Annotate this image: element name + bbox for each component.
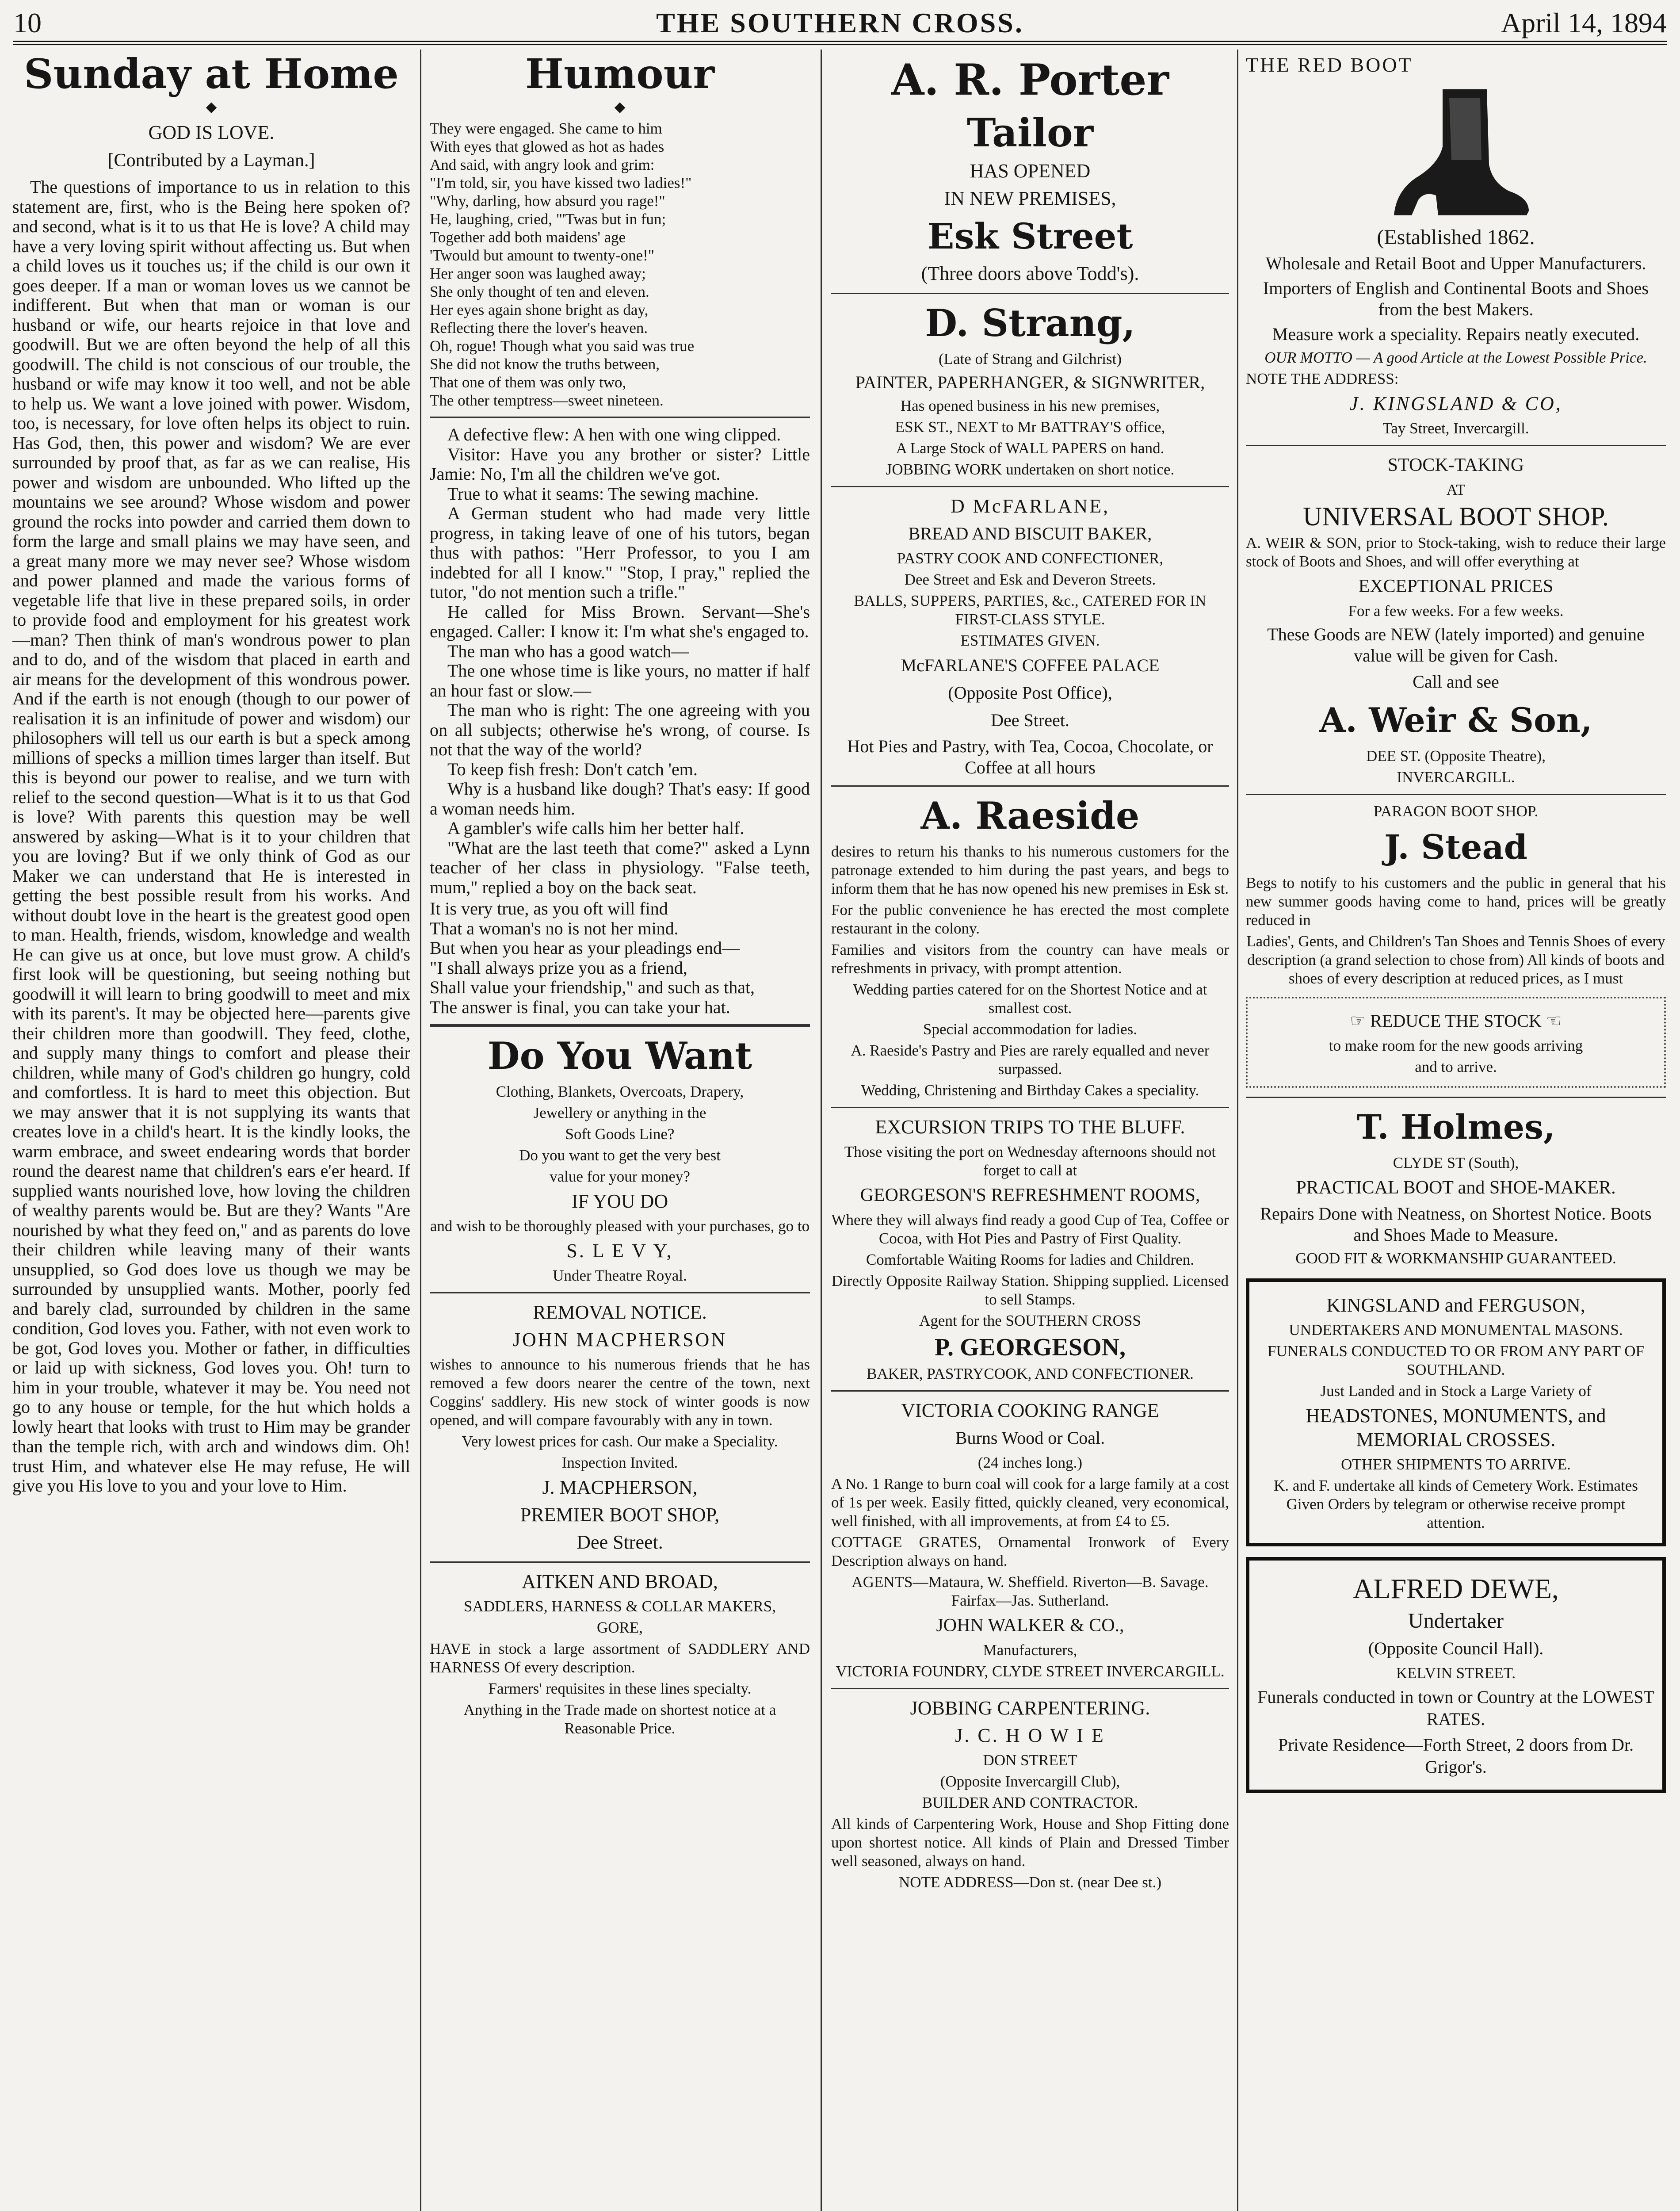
ad-line: HAS OPENED xyxy=(970,160,1091,182)
ad-line: McFARLANE'S COFFEE PALACE xyxy=(901,655,1160,675)
joke: A defective flew: A hen with one wing clipped. xyxy=(447,425,781,444)
section-heading: Sunday at Home xyxy=(24,50,399,98)
ad-title: THE RED BOOT xyxy=(1246,54,1413,76)
ad-line: PRACTICAL BOOT and SHOE-MAKER. xyxy=(1296,1178,1616,1198)
joke: Visitor: Have you any brother or sister? Little Jamie: No, I'm all the children we've got. xyxy=(430,444,810,484)
ad-line: BREAD AND BISCUIT BAKER, xyxy=(908,524,1152,543)
article-title: GOD IS LOVE. xyxy=(148,122,275,143)
ad-line: PARAGON BOOT SHOP. xyxy=(1373,803,1539,820)
ad-line: (Opposite Invercargill Club), xyxy=(940,1773,1120,1790)
divider xyxy=(1246,1097,1666,1098)
ad-line: PASTRY COOK AND CONFECTIONER, xyxy=(897,550,1164,567)
poem-line: That one of them was only two, xyxy=(430,374,626,391)
joke: The man who has a good watch— xyxy=(447,641,689,661)
ad-line: Private Residence—Forth Street, 2 doors from Dr. Grigor's. xyxy=(1278,1735,1634,1777)
ad-text: Families and visitors from the country can have meals or refreshments in privacy, with prompt attention. xyxy=(831,941,1229,977)
ad-text: HAVE in stock a large assortment of SADDLERY AND HARNESS Of every description. xyxy=(430,1640,810,1676)
ad-line: ☞ REDUCE THE STOCK ☜ xyxy=(1350,1011,1562,1031)
ad-line: A. Raeside's Pastry and Pies are rarely equalled and never surpassed. xyxy=(851,1042,1210,1078)
ad-georgeson xyxy=(831,1115,1229,1383)
divider xyxy=(831,1688,1229,1689)
joke: To keep fish fresh: Don't catch 'em. xyxy=(447,759,698,779)
poem-line: "Why, darling, how absurd you rage!" xyxy=(430,192,665,210)
ad-line: JOHN WALKER & CO., xyxy=(936,1615,1124,1636)
column-rule xyxy=(821,50,822,2211)
ad-text: wishes to announce to his numerous friends that he has removed a few doors nearer the centre of the town, next Coggins' saddlery. His new stock of winter goods is now opened, and will compare favourably with any in town. xyxy=(430,1356,810,1429)
ad-line: Inspection Invited. xyxy=(561,1454,678,1471)
ad-raeside xyxy=(831,794,1229,1100)
ad-strang-name: D. Strang, xyxy=(925,301,1135,345)
ad-line: ESK ST., NEXT to Mr BATTRAY'S office, xyxy=(895,418,1165,436)
ad-weir-name: A. Weir & Son, xyxy=(1319,700,1592,740)
ad-line: PAINTER, PAPERHANGER, & SIGNWRITER, xyxy=(855,372,1205,392)
ad-line: UNDERTAKERS AND MONUMENTAL MASONS. xyxy=(1289,1321,1623,1339)
ad-line: FUNERALS CONDUCTED TO OR FROM ANY PART OF SOUTHLAND. xyxy=(1267,1343,1644,1378)
ad-text: A. WEIR & SON, prior to Stock-taking, wish to reduce their large stock of Boots and Shoes, and will offer everything at xyxy=(1246,534,1666,570)
ad-red-boot xyxy=(1246,53,1666,438)
ad-title: EXCURSION TRIPS TO THE BLUFF. xyxy=(875,1116,1185,1138)
ad-line: J. KINGSLAND & CO, xyxy=(1349,393,1562,414)
ad-line: Clothing, Blankets, Overcoats, Drapery, xyxy=(496,1083,744,1100)
ad-line: to make room for the new goods arriving xyxy=(1329,1037,1583,1054)
ad-line: and wish to be thoroughly pleased with your purchases, go to xyxy=(430,1217,810,1235)
masthead xyxy=(13,5,1667,45)
divider xyxy=(831,293,1229,294)
ad-line: (Late of Strang and Gilchrist) xyxy=(938,350,1122,367)
ad-line: Under Theatre Royal. xyxy=(553,1267,687,1284)
ad-line: Where they will always find ready a good Cup of Tea, Coffee or Cocoa, with Hot Pies and Pastry of First Quality. xyxy=(831,1211,1229,1247)
ad-alfred-dewe xyxy=(1246,1557,1666,1793)
ad-georgeson-name: P. GEORGESON, xyxy=(934,1334,1126,1361)
ad-line: Agent for the SOUTHERN CROSS xyxy=(919,1312,1141,1329)
poem-line: And said, with angry look and grim: xyxy=(430,156,655,173)
ad-line: AGENTS—Mataura, W. Sheffield. Riverton—B. Savage. Fairfax—Jas. Sutherland. xyxy=(851,1573,1209,1609)
ad-line: Wholesale and Retail Boot and Upper Manufacturers. xyxy=(1265,253,1646,273)
ad-line: value for your money? xyxy=(550,1168,690,1185)
joke: True to what it seams: The sewing machine. xyxy=(447,483,759,504)
ad-line: Jewellery or anything in the xyxy=(533,1104,706,1121)
ad-porter-street: Esk Street xyxy=(927,215,1133,257)
ad-text: All kinds of Carpentering Work, House and Shop Fitting done upon shortest notice. All kinds of Plain and Dressed Timber well seasoned, always on hand. xyxy=(831,1815,1229,1870)
divider xyxy=(1246,445,1666,446)
poem-line: He, laughing, cried, "'Twas but in fun; xyxy=(430,210,666,228)
poem-line: Oh, rogue! Though what you said was true xyxy=(430,337,695,355)
poem-line: "I shall always prize you as a friend, xyxy=(430,957,687,978)
poem-line: 'Twould but amount to twenty-one!" xyxy=(430,247,655,264)
ad-line: Comfortable Waiting Rooms for ladies and Children. xyxy=(866,1251,1195,1268)
divider xyxy=(430,1292,810,1293)
ad-line: Very lowest prices for cash. Our make a Speciality. xyxy=(462,1433,778,1450)
ad-title: VICTORIA COOKING RANGE xyxy=(901,1400,1159,1421)
ad-line: For a few weeks. For a few weeks. xyxy=(1348,602,1564,620)
ad-aitken-broad xyxy=(430,1570,810,1738)
humour-poem xyxy=(430,119,810,409)
ad-line: OTHER SHIPMENTS TO ARRIVE. xyxy=(1341,1456,1571,1473)
ad-line: Repairs Done with Neatness, on Shortest Notice. Boots and Shoes Made to Measure. xyxy=(1260,1204,1652,1245)
ad-line: OUR MOTTO — A good Article at the Lowest Possible Price. xyxy=(1264,349,1647,366)
ad-line: Importers of English and Continental Boots and Shoes from the best Makers. xyxy=(1263,278,1649,319)
divider xyxy=(831,1107,1229,1108)
ad-line: Anything in the Trade made on shortest notice at a Reasonable Price. xyxy=(463,1701,776,1737)
ad-line: (Three doors above Todd's). xyxy=(921,263,1139,284)
ad-title: UNIVERSAL BOOT SHOP. xyxy=(1303,502,1609,531)
ad-porter-trade: Tailor xyxy=(967,110,1093,156)
ad-line: Manufacturers, xyxy=(983,1641,1077,1659)
poem-line: The answer is final, you can take your hat. xyxy=(430,997,730,1017)
column-sunday-at-home xyxy=(12,50,410,2211)
closing-verse xyxy=(430,899,810,1017)
ad-line: INVERCARGILL. xyxy=(1397,769,1515,786)
article-body: The questions of importance to us in relation to this statement are, first, who is the Being here spoken of? and second, what is it to us that He is love? A child may have a very loving spirit without affecting us. But when a child loves us it touches us; if the child is our own it goes deeper. If a man or woman loves us we cannot be indifferent. But when that man or woman is our husband or wife, our hearts rejoice in that love and goodwill. But we are often beyond the help of all this goodwill. The child is not conscious of our trouble, the husband or wife may know it too well, and not be able to help us. We want a love joined with power. Wisdom, too, is necessary, for love often helps its object to ruin. Has God, then, this power and wisdom? We are ever surrounded by proof that, as far as we can realise, His power and wisdom are unbounded. Who lifted up the mountains we see around? Whose wisdom and power ground the rocks into powder and carried them down to form the large and small plains we may have seen, and a great many more we may never see? Whose wisdom and power planned and made the various forms of vegetable life that live in these prepared soils, in order to provide food and employment for his greatest work—man? Then think of man's wondrous power to plan and to do, and of the wisdom that placed in earth and air means for the development of this wondrous power. And if the earth is not enough (though to our power of realisation it is an infinitude of power and wisdom) our philosophers will tell us our earth is but a speck among millions of specks a million times larger than itself. But this is beyond our power to realise, and we turn with relief to the second question—What is it to us that God is love? With parents this question may be well answered by asking—What is it to your children that you are loving? But if we only think of God as our Maker we can understand that He is interested in getting the best possible result from his works. And without doubt love in the heart is the greatest good open to man. Health, friends, wisdom, knowledge and wealth He can give us at once, but love must grow. A child's first look will be questioning, but seeing nothing but goodwill it will learn to bring goodwill to meet and mix with its parent's. It may be objected here—parents give their children more than goodwill. They feed, clothe, and supply many things to comfort and please their children, while many of God's children go hungry, cold and comfortless. It is hard to meet this objection. But we may answer that it is not supplying its wants that creates love in a child's heart. It is the kindly looks, the warm embrace, and sweet endearing words that border round the dearest name that children's ears e'er heard. If supplied wants nourished love, how loving the children of wealthy parents would be. But are they? Wants "Are nourished by what they feed on," and as parents do love their children while leaving many of their wants unsupplied, so God does love us though we may be surrounded by unsupplied wants. Mother, poorly fed and barely clad, surrounded by children in the same condition, God loves you. Father, with not even work to be got, God loves you. Mother or father, in difficulties or laid up with sickness, God loves you. Oh! turn to him in your trouble, whatever it may be. You need not go to any house or temple, for the hut which holds a lowly heart that looks with trust to Him may be grander than the temple rich, with arch and windows dim. Oh! trust Him, and whatever else He may refuse, He will give you His love to you and your love to Him. xyxy=(12,177,410,1496)
poem-line: They were engaged. She came to him xyxy=(430,120,662,137)
ad-line: A Large Stock of WALL PAPERS on hand. xyxy=(896,440,1165,457)
ad-line: These Goods are NEW (lately imported) and genuine value will be given for Cash. xyxy=(1267,624,1645,666)
ad-line: and to arrive. xyxy=(1415,1058,1497,1075)
ad-macpherson-name: JOHN MACPHERSON xyxy=(512,1329,727,1350)
ad-removal-notice xyxy=(430,1301,810,1554)
poem-line: That a woman's no is not her mind. xyxy=(430,918,679,938)
ad-line: VICTORIA FOUNDRY, CLYDE STREET INVERCARGILL. xyxy=(836,1663,1225,1680)
ad-text: A No. 1 Range to burn coal will cook for a large family at a cost of 1s per week. Easily fitted, quickly cleaned, very economical, well finished, with all improvements, at from £4 to £5. xyxy=(831,1475,1229,1530)
ad-line: Directly Opposite Railway Station. Shipping supplied. Licensed to sell Stamps. xyxy=(831,1272,1229,1308)
ad-line: Hot Pies and Pastry, with Tea, Cocoa, Chocolate, or Coffee at all hours xyxy=(847,736,1213,777)
ad-text: desires to return his thanks to his numerous customers for the patronage extended to him during the past years, and begs to inform them that he has now opened his new premises in Esk st. xyxy=(831,843,1229,897)
ad-line: Burns Wood or Coal. xyxy=(955,1428,1105,1448)
ad-holmes xyxy=(1246,1105,1666,1268)
ad-line: (Established 1862. xyxy=(1377,226,1535,249)
ad-howie-name: J. C. H O W I E xyxy=(955,1725,1105,1746)
poem-line: But when you hear as your pleadings end— xyxy=(430,938,740,958)
ad-line: IN NEW PREMISES, xyxy=(944,187,1116,209)
poem-line: It is very true, as you oft will find xyxy=(430,899,668,918)
ad-levy-name: S. L E V Y, xyxy=(566,1240,673,1262)
ad-line: (Opposite Council Hall). xyxy=(1368,1638,1544,1658)
ad-line: Ladies', Gents, and Children's Tan Shoes and Tennis Shoes of every description (a grand selection to chose from) All kinds of boots and shoes of every description at reduced prices, as I must xyxy=(1246,933,1665,987)
ad-line: (Opposite Post Office), xyxy=(948,683,1112,703)
ad-line: Funerals conducted in town or Country at the LOWEST RATES. xyxy=(1257,1687,1654,1729)
ad-line: GORE, xyxy=(596,1619,643,1636)
column-rule xyxy=(420,50,421,2211)
divider xyxy=(430,1561,810,1563)
divider xyxy=(1246,794,1666,795)
ad-line: Undertaker xyxy=(1408,1609,1504,1633)
ad-line: Wedding, Christening and Birthday Cakes a speciality. xyxy=(861,1082,1199,1099)
joke: He called for Miss Brown. Servant—She's engaged. Caller: I know it: I'm what she's engaged to. xyxy=(430,601,810,641)
ad-line: NOTE ADDRESS—Don st. (near Dee st.) xyxy=(899,1874,1161,1891)
joke: Why is a husband like dough? That's easy: If good a woman needs him. xyxy=(430,779,810,819)
ad-universal-boot-shop xyxy=(1246,453,1666,787)
poem-line: Shall value your friendship," and such as that, xyxy=(430,977,755,997)
ad-levy-heading: Do You Want xyxy=(487,1034,752,1078)
ad-line: BAKER, PASTRYCOOK, AND CONFECTIONER. xyxy=(867,1365,1194,1382)
article-byline: [Contributed by a Layman.] xyxy=(107,150,315,171)
divider xyxy=(831,785,1229,787)
ad-line: IF YOU DO xyxy=(571,1190,668,1212)
divider xyxy=(831,486,1229,487)
reduce-stock-box xyxy=(1246,997,1666,1088)
ad-line: Measure work a speciality. Repairs neatly executed. xyxy=(1272,324,1640,344)
ad-levy xyxy=(430,1034,810,1285)
ad-line: PREMIER BOOT SHOP, xyxy=(520,1504,720,1526)
poem-line: She only thought of ten and eleven. xyxy=(430,283,649,300)
ad-raeside-name: A. Raeside xyxy=(920,794,1140,838)
ad-kingsland-ferguson xyxy=(1246,1278,1666,1546)
ad-line: JOBBING WORK undertaken on short notice. xyxy=(886,461,1175,478)
diamond-ornament-icon: ◆ xyxy=(206,99,217,115)
poem-line: Her eyes again shone bright as day, xyxy=(430,301,649,318)
ad-line: Dee Street and Esk and Deveron Streets. xyxy=(904,571,1156,588)
ad-line: Farmers' requisites in these lines specialty. xyxy=(488,1680,752,1697)
ad-mcfarlane xyxy=(831,494,1229,778)
diamond-ornament-icon: ◆ xyxy=(614,99,626,115)
ad-line: NOTE THE ADDRESS: xyxy=(1246,370,1399,387)
ad-line: STOCK-TAKING xyxy=(1387,455,1524,475)
ad-title: ALFRED DEWE, xyxy=(1353,1573,1559,1604)
ad-line: Do you want to get the very best xyxy=(519,1147,721,1164)
ad-line: EXCEPTIONAL PRICES xyxy=(1358,576,1554,597)
poem-line: Reflecting there the lover's heaven. xyxy=(430,319,648,337)
ad-line: Wedding parties catered for on the Shortest Notice and at smallest cost. xyxy=(853,981,1207,1017)
ad-text: COTTAGE GRATES, Ornamental Ironwork of Every Description always on hand. xyxy=(831,1534,1229,1569)
ad-line: K. and F. undertake all kinds of Cemetery Work. Estimates Given Orders by telegram or otherwise receive prompt attention. xyxy=(1274,1477,1638,1531)
ad-line: GEORGESON'S REFRESHMENT ROOMS, xyxy=(860,1185,1200,1205)
ad-line: KELVIN STREET. xyxy=(1396,1664,1516,1682)
ad-line: J. MACPHERSON, xyxy=(542,1477,698,1498)
paper-title: THE SOUTHERN CROSS. xyxy=(656,7,1024,38)
divider xyxy=(430,1024,810,1027)
poem-line: With eyes that glowed as hot as hades xyxy=(430,138,664,155)
ad-title: AITKEN AND BROAD, xyxy=(522,1571,718,1592)
ad-strang xyxy=(831,301,1229,479)
ad-line: BALLS, SUPPERS, PARTIES, &c., CATERED FOR IN FIRST-CLASS STYLE. xyxy=(854,592,1207,628)
divider xyxy=(430,417,810,418)
issue-date: April 14, 1894 xyxy=(1501,7,1667,38)
ad-line: HEADSTONES, MONUMENTS, and MEMORIAL CROSSES. xyxy=(1306,1405,1606,1450)
ad-line: Tay Street, Invercargill. xyxy=(1382,420,1529,437)
ad-title: KINGSLAND and FERGUSON, xyxy=(1326,1294,1585,1316)
ad-line: Soft Goods Line? xyxy=(565,1125,675,1143)
ad-line: Dee Street. xyxy=(577,1531,663,1553)
ad-line: Dee Street. xyxy=(991,710,1069,730)
ad-line: Has opened business in his new premises, xyxy=(900,397,1160,414)
ad-line: SADDLERS, HARNESS & COLLAR MAKERS, xyxy=(464,1598,776,1615)
ad-line: DON STREET xyxy=(983,1752,1077,1769)
ad-line: BUILDER AND CONTRACTOR. xyxy=(922,1794,1138,1811)
column-rule xyxy=(1237,50,1238,2211)
ad-porter xyxy=(831,54,1229,286)
ad-line: Just Landed and in Stock a Large Variety of xyxy=(1320,1382,1592,1400)
divider xyxy=(831,1390,1229,1392)
ad-line: Those visiting the port on Wednesday afternoons should not forget to call at xyxy=(844,1143,1216,1179)
section-heading: Humour xyxy=(525,50,714,98)
column-ads-center xyxy=(831,50,1229,2211)
masthead-rule xyxy=(13,41,1667,45)
joke: "What are the last teeth that come?" asked a Lynn teacher of her class in physiology. "False teeth, mum," replied a boy on the back seat. xyxy=(430,838,810,897)
ad-line: (24 inches long.) xyxy=(977,1454,1083,1471)
boot-icon xyxy=(1376,80,1535,222)
ad-line: CLYDE ST (South), xyxy=(1393,1154,1519,1171)
ad-line: GOOD FIT & WORKMANSHIP GUARANTEED. xyxy=(1295,1250,1616,1267)
poem-line: "I'm told, sir, you have kissed two ladies!" xyxy=(430,174,692,191)
ad-text: Begs to notify to his customers and the public in general that his new summer goods having come to hand, prices will be greatly reduced in xyxy=(1246,874,1666,929)
poem-line: The other temptress—sweet nineteen. xyxy=(430,392,664,409)
joke: A German student who had made very little progress, in taking leave of one of his tutors, began thus with pathos: "Herr Professor, to you I am indebted for all I know." "Stop, I pray," replied the tutor, "do not mention such a trifle." xyxy=(430,503,810,602)
ad-victoria-range xyxy=(831,1399,1229,1681)
ad-stead-name: J. Stead xyxy=(1384,827,1527,867)
ad-holmes-name: T. Holmes, xyxy=(1356,1107,1555,1147)
ad-line: Call and see xyxy=(1413,672,1499,692)
ad-porter-name: A. R. Porter xyxy=(891,55,1169,105)
column-ads-right xyxy=(1246,50,1666,2211)
page-number: 10 xyxy=(13,7,42,38)
ad-line: DEE ST. (Opposite Theatre), xyxy=(1366,747,1546,765)
column-humour xyxy=(430,50,810,2211)
ad-line: AT xyxy=(1446,481,1466,498)
ad-line: Special accommodation for ladies. xyxy=(923,1021,1137,1038)
poem-line: Her anger soon was laughed away; xyxy=(430,265,646,282)
ad-mcfarlane-name: D McFARLANE, xyxy=(950,495,1110,517)
ad-title: REMOVAL NOTICE. xyxy=(533,1301,707,1323)
ad-line: ESTIMATES GIVEN. xyxy=(960,632,1100,649)
joke: A gambler's wife calls him her better half. xyxy=(447,818,745,838)
joke: The one whose time is like yours, no matter if half an hour fast or slow.— xyxy=(430,661,810,700)
ad-text: For the public convenience he has erected the most complete restaurant in the colony. xyxy=(831,901,1229,937)
ad-howie xyxy=(831,1696,1229,1892)
joke: The man who is right: The one agreeing with you on all subjects; otherwise he's wrong, of course. Is not that the way of the world? xyxy=(430,700,810,759)
ad-title: JOBBING CARPENTERING. xyxy=(910,1697,1150,1719)
poem-line: Together add both maidens' age xyxy=(430,229,626,246)
poem-line: She did not know the truths between, xyxy=(430,356,660,373)
ad-stead xyxy=(1246,802,1666,1088)
